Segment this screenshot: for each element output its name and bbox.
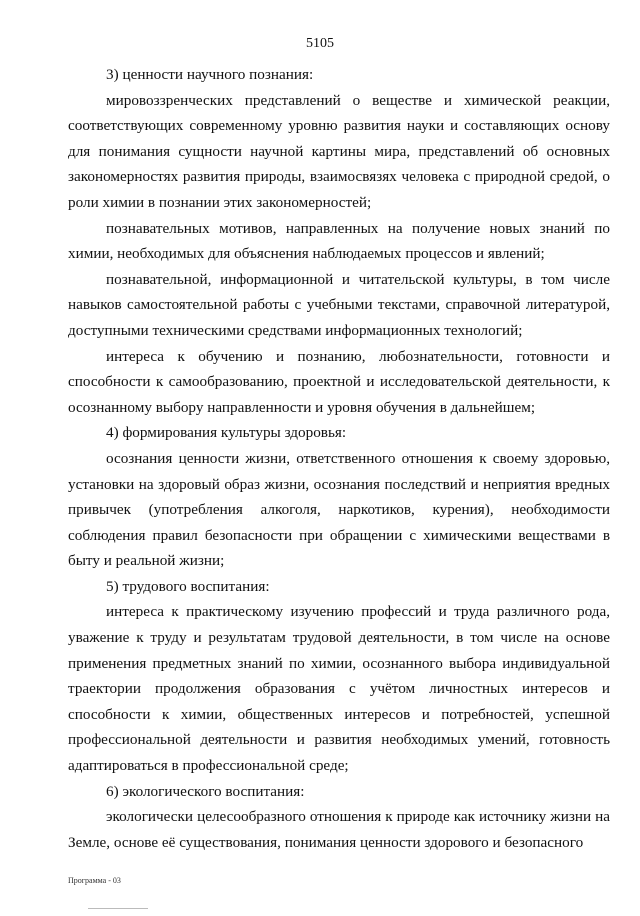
- page-number: 5105: [306, 36, 334, 51]
- paragraph: экологически целесообразного отношения к природе как источнику жизни на Земле, основе её существования, понимания ценности здорового и безопасного: [68, 808, 610, 851]
- section-heading-health-culture: 4) формирования культуры здоровья:: [106, 424, 347, 442]
- paragraph: осознания ценности жизни, ответственного отношения к своему здоровью, установки на здоровый образ жизни, осознания последствий и неприятия вредных привычек (употребления алкоголя, наркотиков, курения), необходимости соблюдения правил безопасности при обращении с химическими веществами в быту и реальной жизни;: [68, 449, 610, 570]
- scan-artifact: [88, 908, 148, 909]
- section-heading-scientific-knowledge: 3) ценности научного познания:: [106, 66, 314, 83]
- body-text: [68, 62, 610, 855]
- section-heading-ecological-education: 6) экологического воспитания:: [106, 782, 305, 800]
- paragraph: интереса к обучению и познанию, любознательности, готовности и способности к самообразованию, проектной и исследовательской деятельности, к осознанному выбору направленности и уровня обучения в дальнейшем;: [68, 347, 610, 416]
- paragraph: мировоззренческих представлений о веществе и химической реакции, соответствующих современному уровню развития науки и составляющих основу для понимания сущности научной картины мира, представлений об основных закономерностях развития природы, взаимосвязях человека с природной средой, о роли химии в познании этих закономерностей;: [68, 91, 610, 211]
- paragraph: познавательной, информационной и читательской культуры, в том числе навыков самостоятельной работы с учебными текстами, справочной литературой, доступными техническими средствами информационных технологий;: [68, 270, 610, 339]
- paragraph: интереса к практическому изучению профессий и труда различного рода, уважение к труду и результатам трудовой деятельности, в том числе на основе применения предметных знаний по химии, осознанного выбора индивидуальной траектории продолжения образования с учётом личностных интересов и способности к химии, общественных интересов и потребностей, успешной профессиональной деятельности и развития необходимых умений, готовность адаптироваться в профессиональной среде;: [68, 603, 610, 775]
- footer-label: Программа - 03: [68, 876, 121, 885]
- section-heading-labor-education: 5) трудового воспитания:: [106, 577, 270, 595]
- paragraph: познавательных мотивов, направленных на получение новых знаний по химии, необходимых для объяснения наблюдаемых процессов и явлений;: [68, 219, 610, 263]
